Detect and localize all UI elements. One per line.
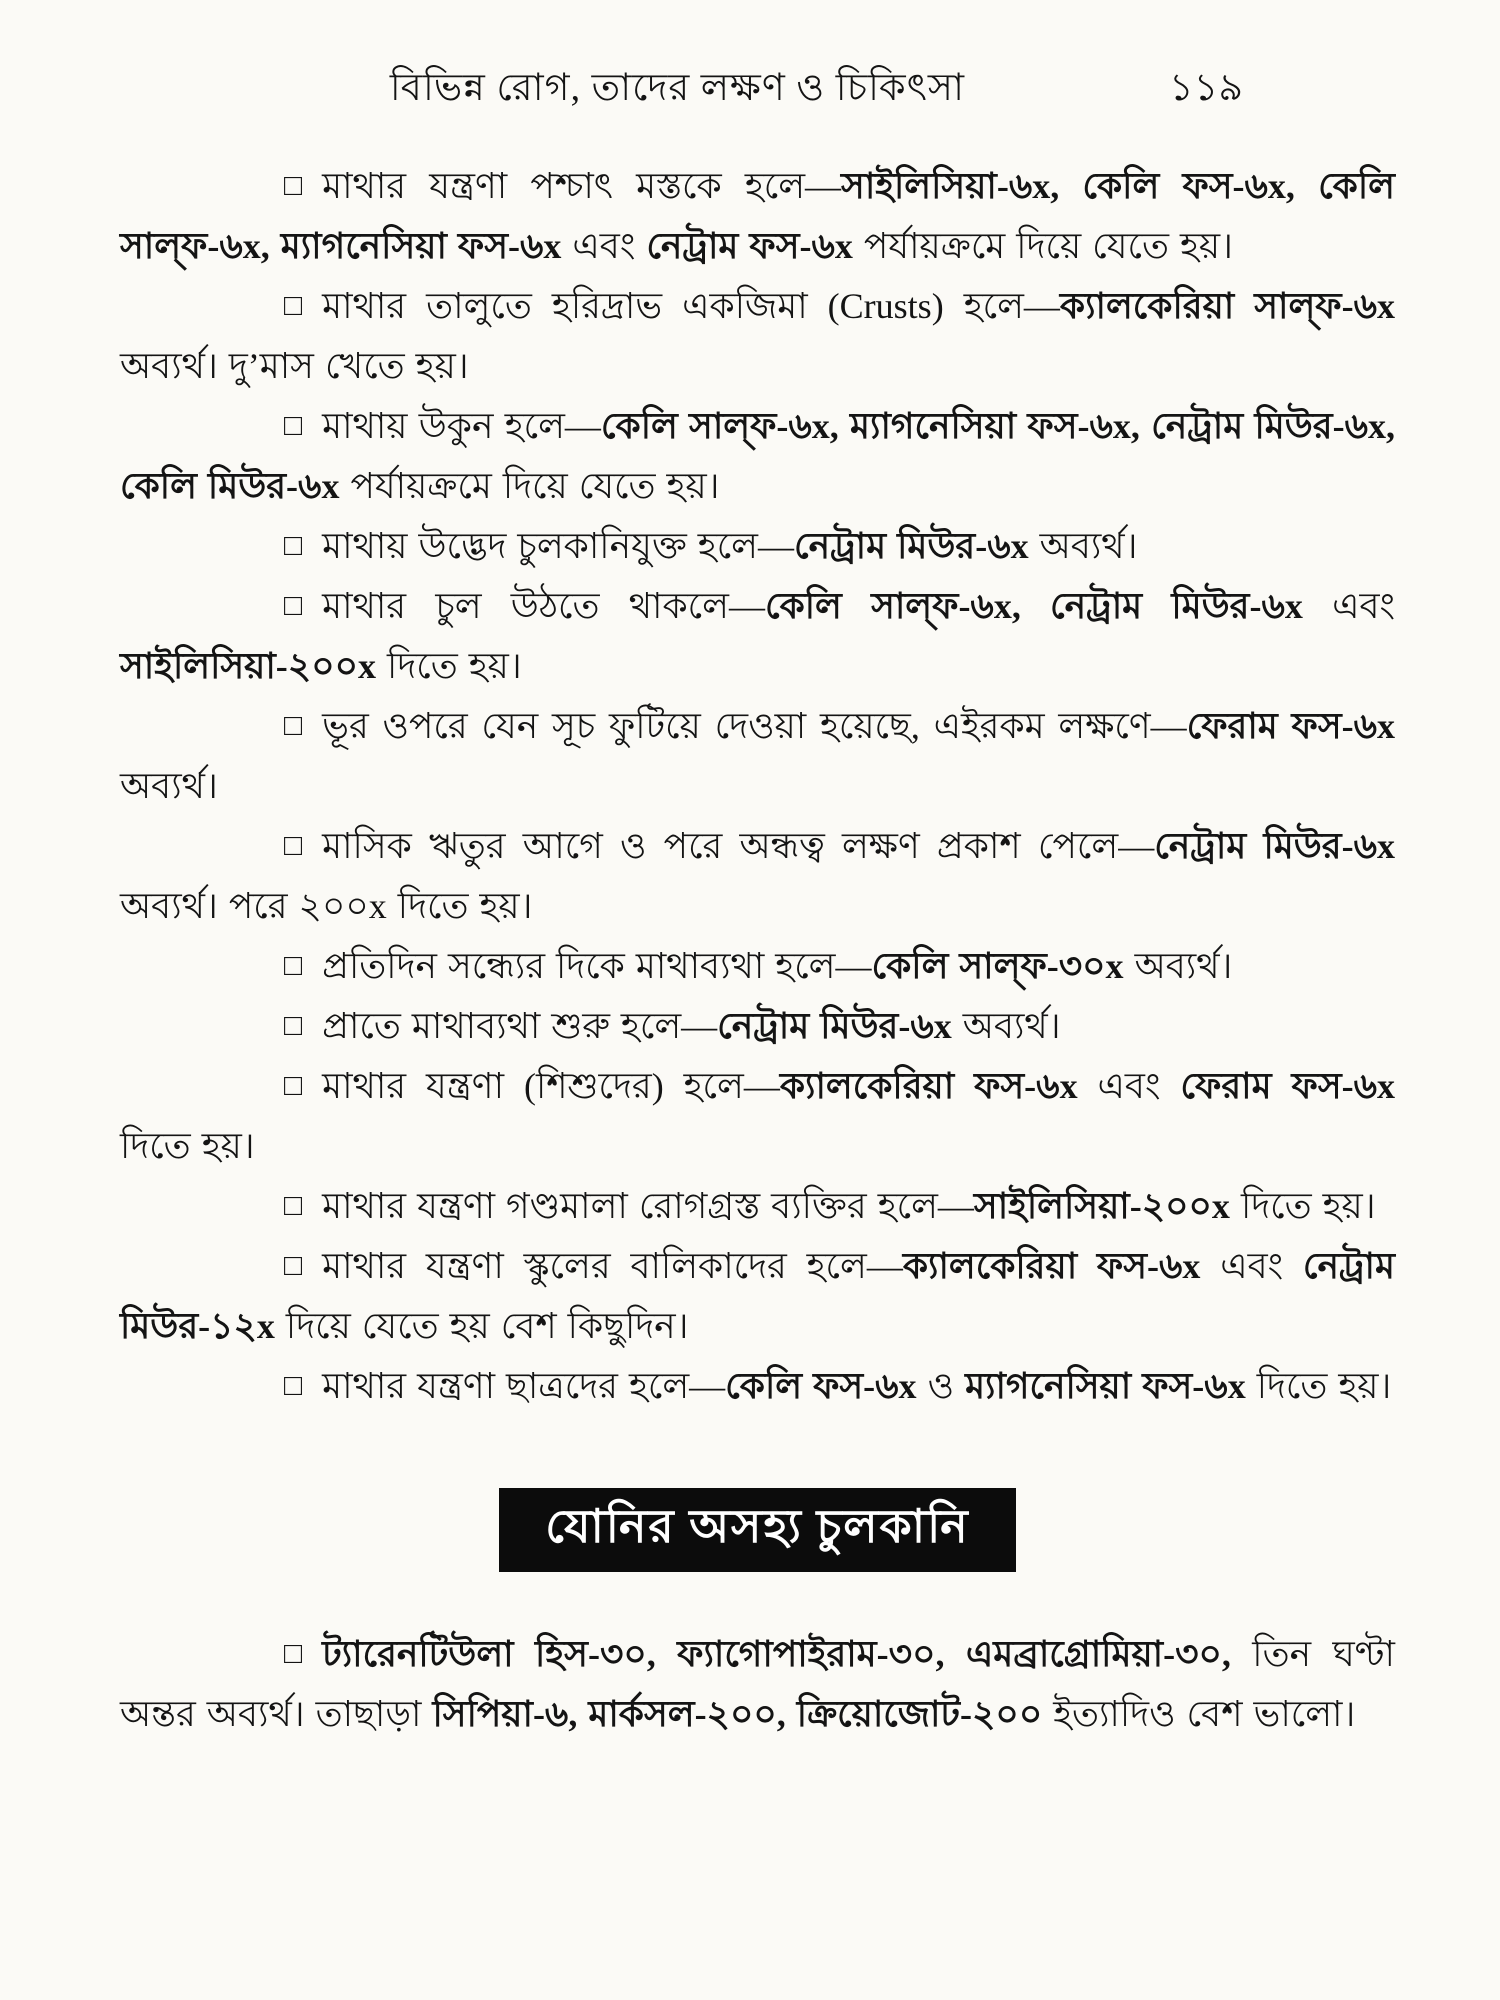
symptom-text: অব্যর্থ। দু’মাস খেতে হয়। — [120, 346, 469, 386]
remedy-name: সাইলিসিয়া-২০০x — [973, 1186, 1230, 1226]
page-number: ১১৯ — [1169, 67, 1243, 109]
square-bullet-icon: □ — [284, 829, 303, 862]
symptom-text: ও — [916, 1366, 966, 1406]
list-item — [120, 276, 1395, 396]
symptom-text: অব্যর্থ। — [1028, 526, 1138, 566]
symptom-text: ইত্যাদিও বেশ ভালো। — [1042, 1694, 1356, 1734]
remedy-name: কেলি ফস-৬x — [725, 1366, 917, 1406]
remedy-name: ম্যাগনেসিয়া ফস-৬x — [965, 1366, 1246, 1406]
symptom-text: দিতে হয়। — [1229, 1186, 1376, 1226]
remedy-name: নেট্রাম মিউর-৬x — [794, 526, 1029, 566]
square-bullet-icon: □ — [284, 1069, 303, 1102]
symptom-text: দিতে হয়। — [120, 1126, 255, 1166]
symptom-text: মাথায় উদ্ভেদ চুলকানিযুক্ত হলে— — [322, 526, 795, 566]
symptom-text: এবং — [1200, 1246, 1303, 1286]
symptom-text: মাথার যন্ত্রণা পশ্চাৎ মস্তকে হলে— — [322, 166, 842, 206]
symptom-text: মাসিক ঋতুর আগে ও পরে অন্ধত্ব লক্ষণ প্রকাশ পেলে— — [322, 826, 1155, 866]
page-header — [120, 58, 1395, 118]
symptom-text: এবং — [1077, 1066, 1181, 1106]
symptom-text: মাথার তালুতে হরিদ্রাভ একজিমা (Crusts) হলে— — [322, 286, 1060, 326]
remedy-list-tail — [120, 1624, 1395, 1744]
remedy-name: নেট্রাম মিউর-১২x — [120, 1246, 1395, 1346]
remedy-name: নেট্রাম মিউর-৬x — [717, 1006, 952, 1046]
section-title: যোনির অসহ্য চুলকানি — [499, 1488, 1015, 1572]
square-bullet-icon: □ — [284, 529, 303, 562]
symptom-text: দিতে হয়। — [1245, 1366, 1392, 1406]
list-item — [120, 576, 1395, 696]
symptom-text: পর্যায়ক্রমে দিয়ে যেতে হয়। — [339, 466, 720, 506]
symptom-text: মাথার চুল উঠতে থাকলে— — [322, 586, 765, 626]
list-item — [120, 156, 1395, 276]
symptom-text: পর্যায়ক্রমে দিয়ে যেতে হয়। — [852, 226, 1233, 266]
square-bullet-icon: □ — [284, 949, 303, 982]
remedy-name: সিপিয়া-৬, মার্কসল-২০০, ক্রিয়োজোট-২০০ — [432, 1694, 1043, 1734]
remedy-list-head — [120, 156, 1395, 1416]
square-bullet-icon: □ — [284, 1369, 303, 1402]
square-bullet-icon: □ — [284, 1009, 303, 1042]
square-bullet-icon: □ — [284, 409, 303, 442]
symptom-text: তিন ঘণ্টা অন্তর অব্যর্থ। তাছাড়া — [120, 1634, 1395, 1734]
list-item — [120, 1056, 1395, 1176]
square-bullet-icon: □ — [284, 709, 303, 742]
remedy-name: ক্যালকেরিয়া সাল্‌ফ-৬x — [1059, 286, 1395, 326]
list-item — [120, 816, 1395, 936]
square-bullet-icon: □ — [284, 1189, 303, 1222]
symptom-text: এবং — [561, 226, 647, 266]
section-banner-row — [120, 1488, 1395, 1572]
symptom-text: প্রতিদিন সন্ধ্যের দিকে মাথাব্যথা হলে— — [322, 946, 872, 986]
remedy-name: ট্যারেনটিউলা হিস-৩০, ফ্যাগোপাইরাম-৩০, এমব্রাগ্রোমিয়া-৩০, — [322, 1634, 1231, 1674]
symptom-text: মাথার যন্ত্রণা ছাত্রদের হলে— — [322, 1366, 726, 1406]
symptom-text: অব্যর্থ। — [951, 1006, 1061, 1046]
square-bullet-icon: □ — [284, 1249, 303, 1282]
remedy-name: কেলি সাল্‌ফ-৬x, নেট্রাম মিউর-৬x — [764, 586, 1303, 626]
symptom-text: দিয়ে যেতে হয় বেশ কিছুদিন। — [274, 1306, 689, 1346]
remedy-name: সাইলিসিয়া-৬x, কেলি ফস-৬x, কেলি সাল্‌ফ-৬x, ম্যাগনেসিয়া ফস-৬x — [120, 166, 1395, 266]
list-item — [120, 1624, 1395, 1744]
page-title: বিভিন্ন রোগ, তাদের লক্ষণ ও চিকিৎসা — [389, 67, 966, 109]
symptom-text: মাথার যন্ত্রণা (শিশুদের) হলে— — [322, 1066, 780, 1106]
square-bullet-icon: □ — [284, 1637, 303, 1670]
symptom-text: দিতে হয়। — [376, 646, 522, 686]
symptom-text: অব্যর্থ। — [120, 766, 218, 806]
symptom-text: প্রাতে মাথাব্যথা শুরু হলে— — [322, 1006, 718, 1046]
symptom-text: মাথায় উকুন হলে— — [322, 406, 601, 446]
square-bullet-icon: □ — [284, 169, 303, 202]
remedy-name: ফেরাম ফস-৬x — [1180, 1066, 1396, 1106]
page-content — [120, 156, 1395, 1744]
remedy-name: কেলি সাল্‌ফ-৬x, ম্যাগনেসিয়া ফস-৬x, নেট্রাম মিউর-৬x, কেলি মিউর-৬x — [120, 406, 1395, 506]
list-item — [120, 696, 1395, 816]
list-item — [120, 396, 1395, 516]
symptom-text: অব্যর্থ। — [1123, 946, 1233, 986]
remedy-name: ক্যালকেরিয়া ফস-৬x — [779, 1066, 1078, 1106]
list-item — [120, 1236, 1395, 1356]
symptom-text: অব্যর্থ। পরে ২০০x দিতে হয়। — [120, 886, 533, 926]
remedy-name: ফেরাম ফস-৬x — [1186, 706, 1395, 746]
list-item — [120, 516, 1395, 576]
symptom-text: মাথার যন্ত্রণা গণ্ডমালা রোগগ্রস্ত ব্যক্তির হলে— — [322, 1186, 974, 1226]
symptom-text: এবং — [1302, 586, 1395, 626]
square-bullet-icon: □ — [284, 289, 303, 322]
remedy-name: ক্যালকেরিয়া ফস-৬x — [902, 1246, 1201, 1286]
symptom-text: ভূর ওপরে যেন সূচ ফুটিয়ে দেওয়া হয়েছে, এইরকম লক্ষণে— — [322, 706, 1187, 746]
symptom-text: মাথার যন্ত্রণা স্কুলের বালিকাদের হলে— — [322, 1246, 903, 1286]
remedy-name: নেট্রাম মিউর-৬x — [1154, 826, 1395, 866]
remedy-name: সাইলিসিয়া-২০০x — [120, 646, 377, 686]
list-item — [120, 996, 1395, 1056]
remedy-name: নেট্রাম ফস-৬x — [646, 226, 853, 266]
list-item — [120, 1176, 1395, 1236]
list-item — [120, 1356, 1395, 1416]
remedy-name: কেলি সাল্‌ফ-৩০x — [871, 946, 1124, 986]
list-item — [120, 936, 1395, 996]
square-bullet-icon: □ — [284, 589, 303, 622]
